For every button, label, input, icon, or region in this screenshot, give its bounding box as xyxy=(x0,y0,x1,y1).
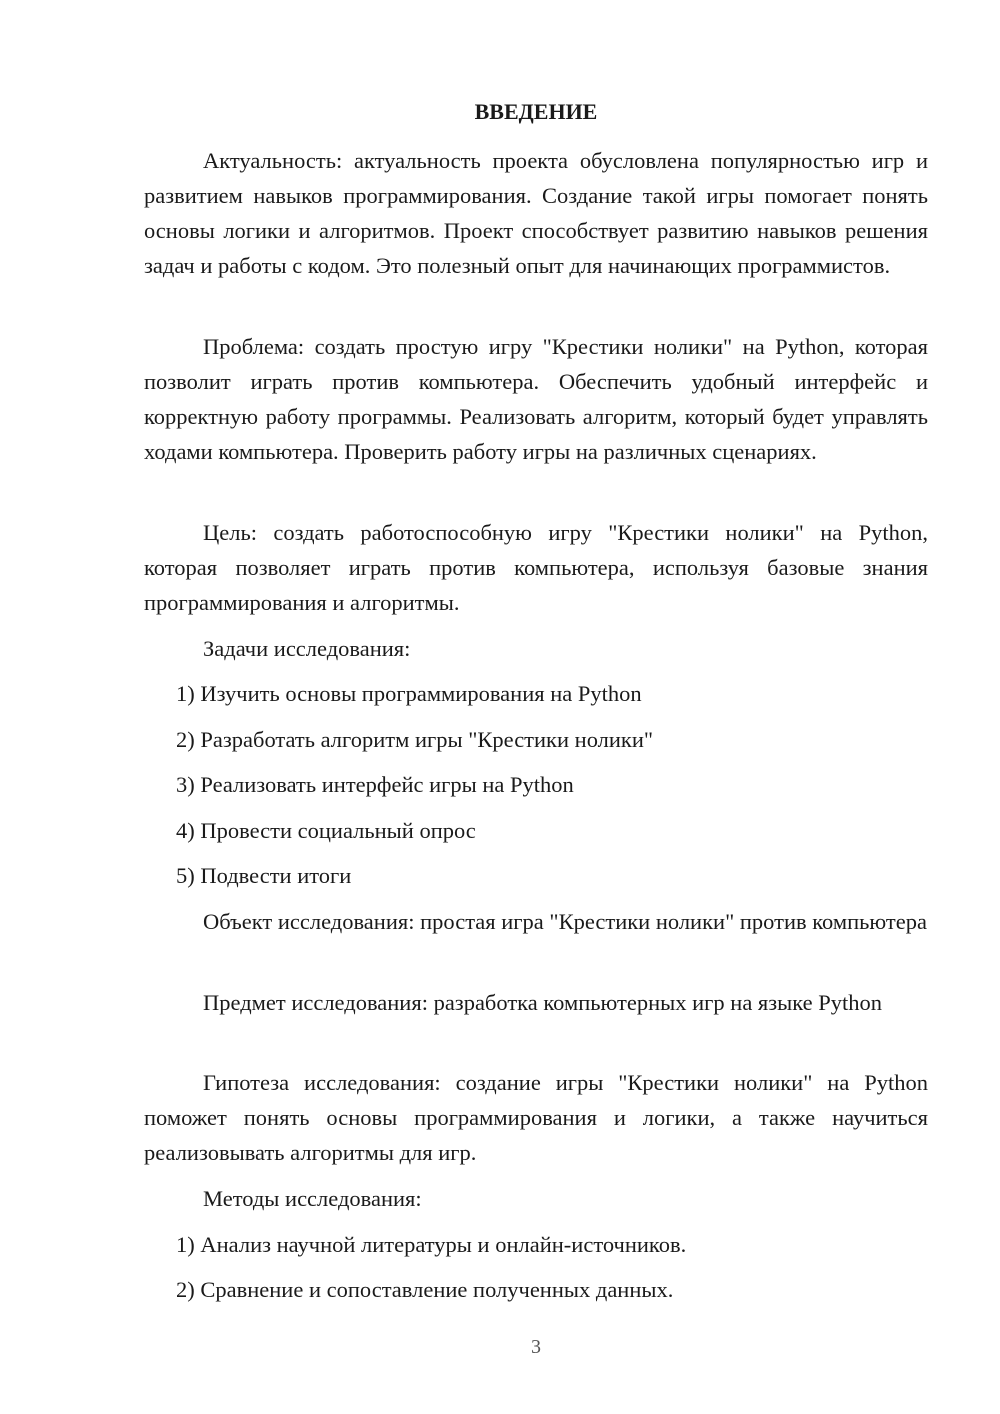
page-number: 3 xyxy=(531,1336,541,1358)
task-item: 2) Разработать алгоритм игры "Крестики нолики" xyxy=(176,727,654,752)
tasks-heading: Задачи исследования: xyxy=(203,636,411,661)
hypothesis-paragraph: Гипотеза исследования: создание игры "Крестики нолики" на Python поможет понять основы программирования и логики, а также научиться реализовывать алгоритмы для игр. xyxy=(144,1070,928,1165)
document-page xyxy=(144,0,928,1414)
task-item: 3) Реализовать интерфейс игры на Python xyxy=(176,772,574,797)
method-item: 1) Анализ научной литературы и онлайн-источников. xyxy=(176,1232,687,1257)
methods-heading: Методы исследования: xyxy=(203,1186,422,1211)
task-item: 1) Изучить основы программирования на Python xyxy=(176,681,642,706)
section-heading: ВВЕДЕНИЕ xyxy=(474,99,598,124)
relevance-paragraph: Актуальность: актуальность проекта обусловлена популярностью игр и развитием навыков программирования. Создание такой игры помогает понять основы логики и алгоритмов. Проект способствует развитию навыков решения задач и работы с кодом. Это полезный опыт для начинающих программистов. xyxy=(144,148,928,278)
method-item: 2) Сравнение и сопоставление полученных данных. xyxy=(176,1277,674,1302)
problem-paragraph: Проблема: создать простую игру "Крестики нолики" на Python, которая позволит играть против компьютера. Обеспечить удобный интерфейс и корректную работу программы. Реализовать алгоритм, который будет управлять ходами компьютера. Проверить работу игры на различных сценариях. xyxy=(144,334,928,464)
task-item: 5) Подвести итоги xyxy=(176,863,352,888)
subject-paragraph: Предмет исследования: разработка компьютерных игр на языке Python xyxy=(203,990,883,1015)
object-paragraph: Объект исследования: простая игра "Крестики нолики" против компьютера xyxy=(203,909,927,934)
task-item: 4) Провести социальный опрос xyxy=(176,818,476,843)
goal-paragraph: Цель: создать работоспособную игру "Крестики нолики" на Python, которая позволяет играть против компьютера, используя базовые знания программирования и алгоритмы. xyxy=(144,520,928,615)
